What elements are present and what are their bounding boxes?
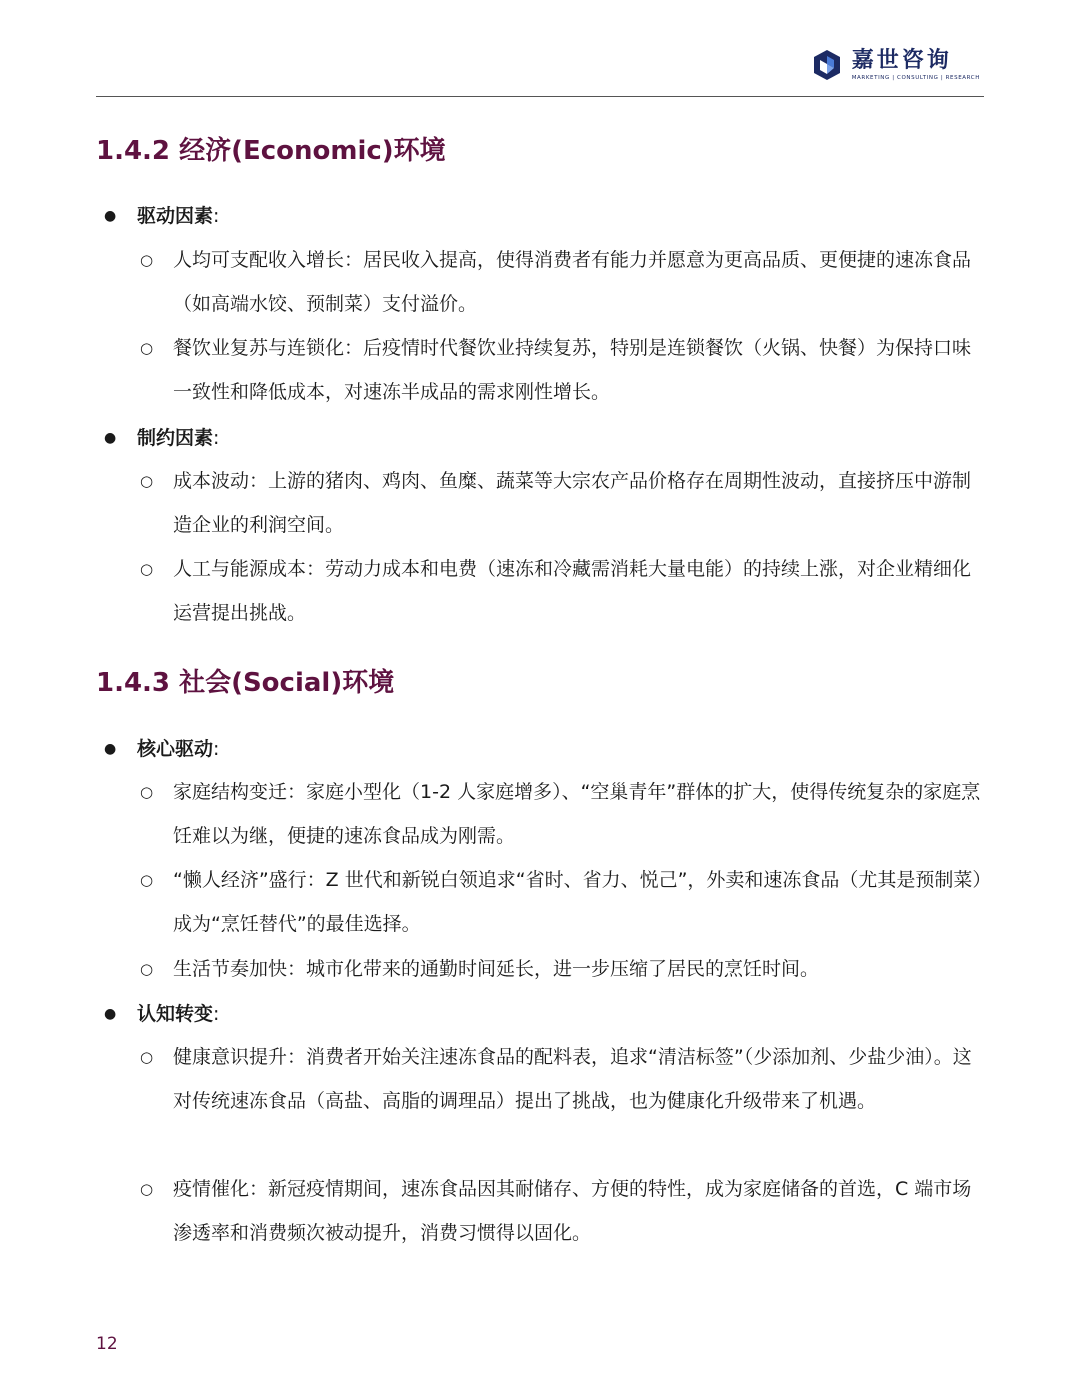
list-item — [140, 947, 984, 991]
list-item — [140, 1167, 984, 1255]
list-item — [140, 858, 984, 946]
bullet-circle-icon: ○ — [140, 472, 154, 490]
item-text: 成本波动：上游的猪肉、鸡肉、鱼糜、蔬菜等大宗农产品价格存在周期性波动，直接挤压中游制造企业的利润空间。 — [173, 470, 972, 536]
group-label-suffix: : — [213, 738, 220, 760]
item-text: 生活节奏加快：城市化带来的通勤时间延长，进一步压缩了居民的烹饪时间。 — [173, 958, 820, 980]
bullet-circle-icon: ○ — [140, 783, 154, 801]
bullet-dot-icon: ● — [104, 1006, 117, 1022]
list-item — [140, 770, 984, 858]
bullet-circle-icon: ○ — [140, 339, 154, 357]
item-text: “懒人经济”盛行：Z 世代和新锐白领追求“省时、省力、悦己”，外卖和速冻食品（尤其是预制菜）成为“烹饪替代”的最佳选择。 — [173, 869, 982, 935]
group-label-suffix: : — [213, 1003, 220, 1025]
group-label: 认知转变 — [137, 1003, 214, 1025]
bullet-circle-icon: ○ — [140, 1048, 154, 1066]
list-item — [140, 547, 984, 635]
bullet-dot-icon: ● — [104, 208, 117, 224]
brand-tagline: MARKETING | CONSULTING | RESEARCH — [851, 75, 980, 81]
list-item — [140, 1035, 984, 1123]
item-text: 健康意识提升：消费者开始关注速冻食品的配料表，追求“清洁标签”（少添加剂、少盐少油）。这对传统速冻食品（高盐、高脂的调理品）提出了挑战，也为健康化升级带来了机遇。 — [173, 1046, 972, 1112]
bullet-circle-icon: ○ — [140, 960, 154, 978]
bullet-dot-icon: ● — [104, 430, 117, 446]
item-text: 疫情催化：新冠疫情期间，速冻食品因其耐储存、方便的特性，成为家庭储备的首选，C 端市场渗透率和消费频次被动提升，消费习惯得以固化。 — [173, 1178, 972, 1244]
item-text: 人工与能源成本：劳动力成本和电费（速冻和冷藏需消耗大量电能）的持续上涨，对企业精细化运营提出挑战。 — [173, 558, 972, 624]
page-number: 12 — [96, 1334, 118, 1354]
section-title-social: 1.4.3 社会(Social)环境 — [96, 668, 395, 698]
brand-logo — [812, 48, 980, 82]
list-item — [140, 326, 984, 414]
bullet-circle-icon: ○ — [140, 560, 154, 578]
page-header — [96, 40, 984, 97]
bullet-circle-icon: ○ — [140, 1180, 154, 1198]
group-label-suffix: : — [213, 427, 220, 449]
item-text: 餐饮业复苏与连锁化：后疫情时代餐饮业持续复苏，特别是连锁餐饮（火锅、快餐）为保持口味一致性和降低成本，对速冻半成品的需求刚性增长。 — [173, 337, 972, 403]
bullet-circle-icon: ○ — [140, 871, 154, 889]
group-label-suffix: : — [213, 205, 220, 227]
group-label: 驱动因素 — [137, 205, 214, 227]
group-label: 核心驱动 — [137, 738, 214, 760]
item-text: 家庭结构变迁：家庭小型化（1-2 人家庭增多）、“空巢青年”群体的扩大，使得传统复杂的家庭烹饪难以为继，便捷的速冻食品成为刚需。 — [173, 781, 981, 847]
bullet-dot-icon: ● — [104, 741, 117, 757]
brand-mark-icon — [812, 49, 842, 81]
list-item — [140, 238, 984, 326]
item-text: 人均可支配收入增长：居民收入提高，使得消费者有能力并愿意为更高品质、更便捷的速冻食品（如高端水饺、预制菜）支付溢价。 — [173, 249, 972, 315]
brand-name: 嘉世咨询 — [851, 48, 952, 73]
section-title-economic: 1.4.2 经济(Economic)环境 — [96, 136, 446, 166]
list-item — [140, 459, 984, 547]
bullet-circle-icon: ○ — [140, 251, 154, 269]
group-label: 制约因素 — [137, 427, 214, 449]
